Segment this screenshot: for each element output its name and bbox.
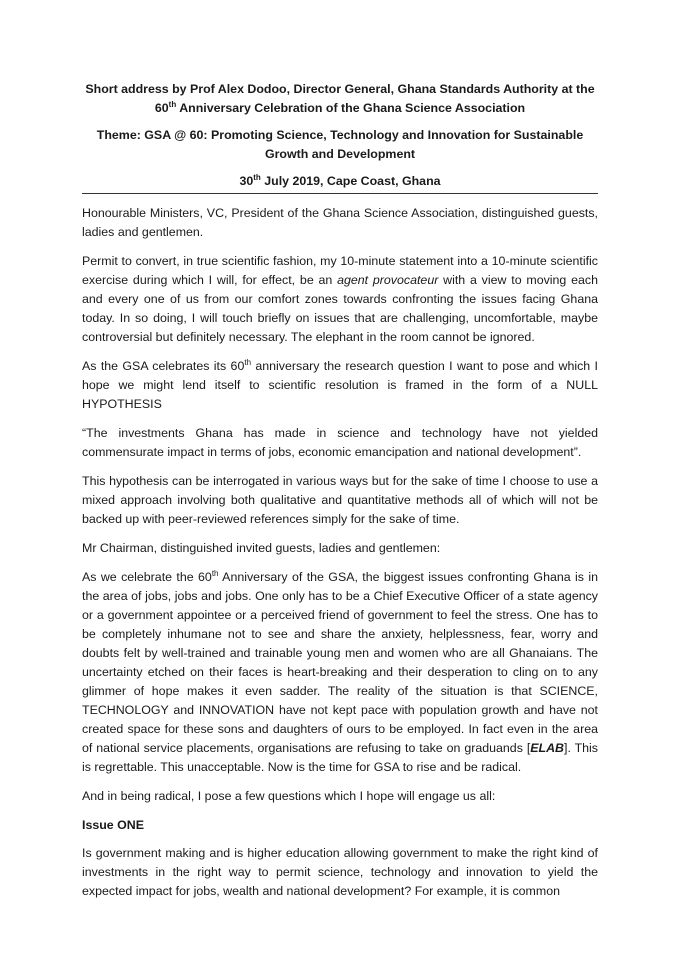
jobs-text-middle: Anniversary of the GSA, the biggest issues confronting Ghana is in the area of jobs, jobs and jobs. One only has to be a Chief Executive Officer of a state agency or a government appointee or a perceived friend of government to feel the stress. One has to be completely inhumane not to see and share the anxiety, helplessness, fear, worry and doubts felt by well-trained and trainable young men and women who are all Ghanaians. The uncertainty etched on their faces is heart-breaking and their desperation to cling on to any glimmer of hope makes it even sadder. The reality of the situation is that SCIENCE, TECHNOLOGY and INNOVATION have not kept pace with population growth and have not created space for these sons and daughters of ours to be employed. In fact even in the area of national service placements, organisations are refusing to take on graduands [	[82, 570, 598, 755]
title-ordinal: 60	[154, 101, 169, 115]
research-text-start: As the GSA celebrates its 60	[82, 359, 245, 373]
jobs-text-end: ]. This is regrettable. This unacceptable. Now is the time for GSA to rise and be radical.	[82, 741, 598, 774]
research-ordinal-suffix: th	[244, 358, 252, 367]
paragraph-questions-intro: And in being radical, I pose a few questions which I hope will engage us all:	[82, 789, 496, 803]
intro-text-end: with a view to moving each and every one of us from our comfort zones towards confronting the issues facing Ghana today. In so doing, I will touch briefly on issues that are challenging, uncomfortable, maybe controversial but definitely necessary. The elephant in the room cannot be ignored.	[82, 273, 598, 344]
paragraph-research-question	[82, 357, 598, 414]
document-title	[82, 80, 598, 118]
theme-line-2: Growth and Development	[264, 147, 416, 161]
date-day-suffix: th	[253, 173, 261, 182]
research-text-end: anniversary the research question I want to pose and which I hope we might lend itself to scientific resolution is framed in the form of a NULL HYPOTHESIS	[82, 359, 598, 411]
paragraph-null-hypothesis: “The investments Ghana has made in science and technology have not yielded commensurate impact in terms of jobs, economic emancipation and national development”.	[82, 426, 598, 459]
paragraph-jobs	[82, 568, 598, 777]
paragraph-issue-one: Is government making and is higher education allowing government to make the right kind of investments in the right way to permit science, technology and innovation to yield the expected impact for jobs, wealth and national development? For example, it is common	[82, 846, 598, 898]
intro-text-start: Permit to convert, in true scientific fashion, my 10-minute statement into a 10-minute scientific exercise during which I will, for effect, be an	[82, 254, 598, 287]
title-ordinal-suffix: th	[168, 100, 177, 109]
paragraph-address: Mr Chairman, distinguished invited guests, ladies and gentlemen:	[82, 541, 441, 555]
paragraph-introduction	[82, 252, 598, 347]
jobs-ordinal-suffix: th	[211, 569, 219, 578]
intro-emphasis: agent provocateur	[337, 273, 439, 287]
paragraph-salutation: Honourable Ministers, VC, President of the Ghana Science Association, distinguished guests, ladies and gentlemen.	[82, 206, 598, 239]
date-location-line	[82, 172, 598, 194]
paragraph-method: This hypothesis can be interrogated in various ways but for the sake of time I choose to use a mixed approach involving both qualitative and quantitative methods all of which will not be backed up with peer-reviewed references simply for the sake of time.	[82, 474, 598, 526]
date-day: 30	[239, 174, 254, 188]
document-page	[82, 80, 598, 911]
date-rest: July 2019, Cape Coast, Ghana	[260, 174, 441, 188]
jobs-emphasis: ELAB	[530, 741, 564, 755]
theme-line-1: Theme: GSA @ 60: Promoting Science, Technology and Innovation for Sustainable	[96, 128, 584, 142]
title-line-1: Short address by Prof Alex Dodoo, Director General, Ghana Standards Authority at the	[85, 82, 595, 96]
document-theme	[82, 126, 598, 164]
issue-one-heading: Issue ONE	[82, 818, 144, 832]
title-line-2: Anniversary Celebration of the Ghana Science Association	[176, 101, 526, 115]
jobs-text-start: As we celebrate the 60	[82, 570, 212, 584]
